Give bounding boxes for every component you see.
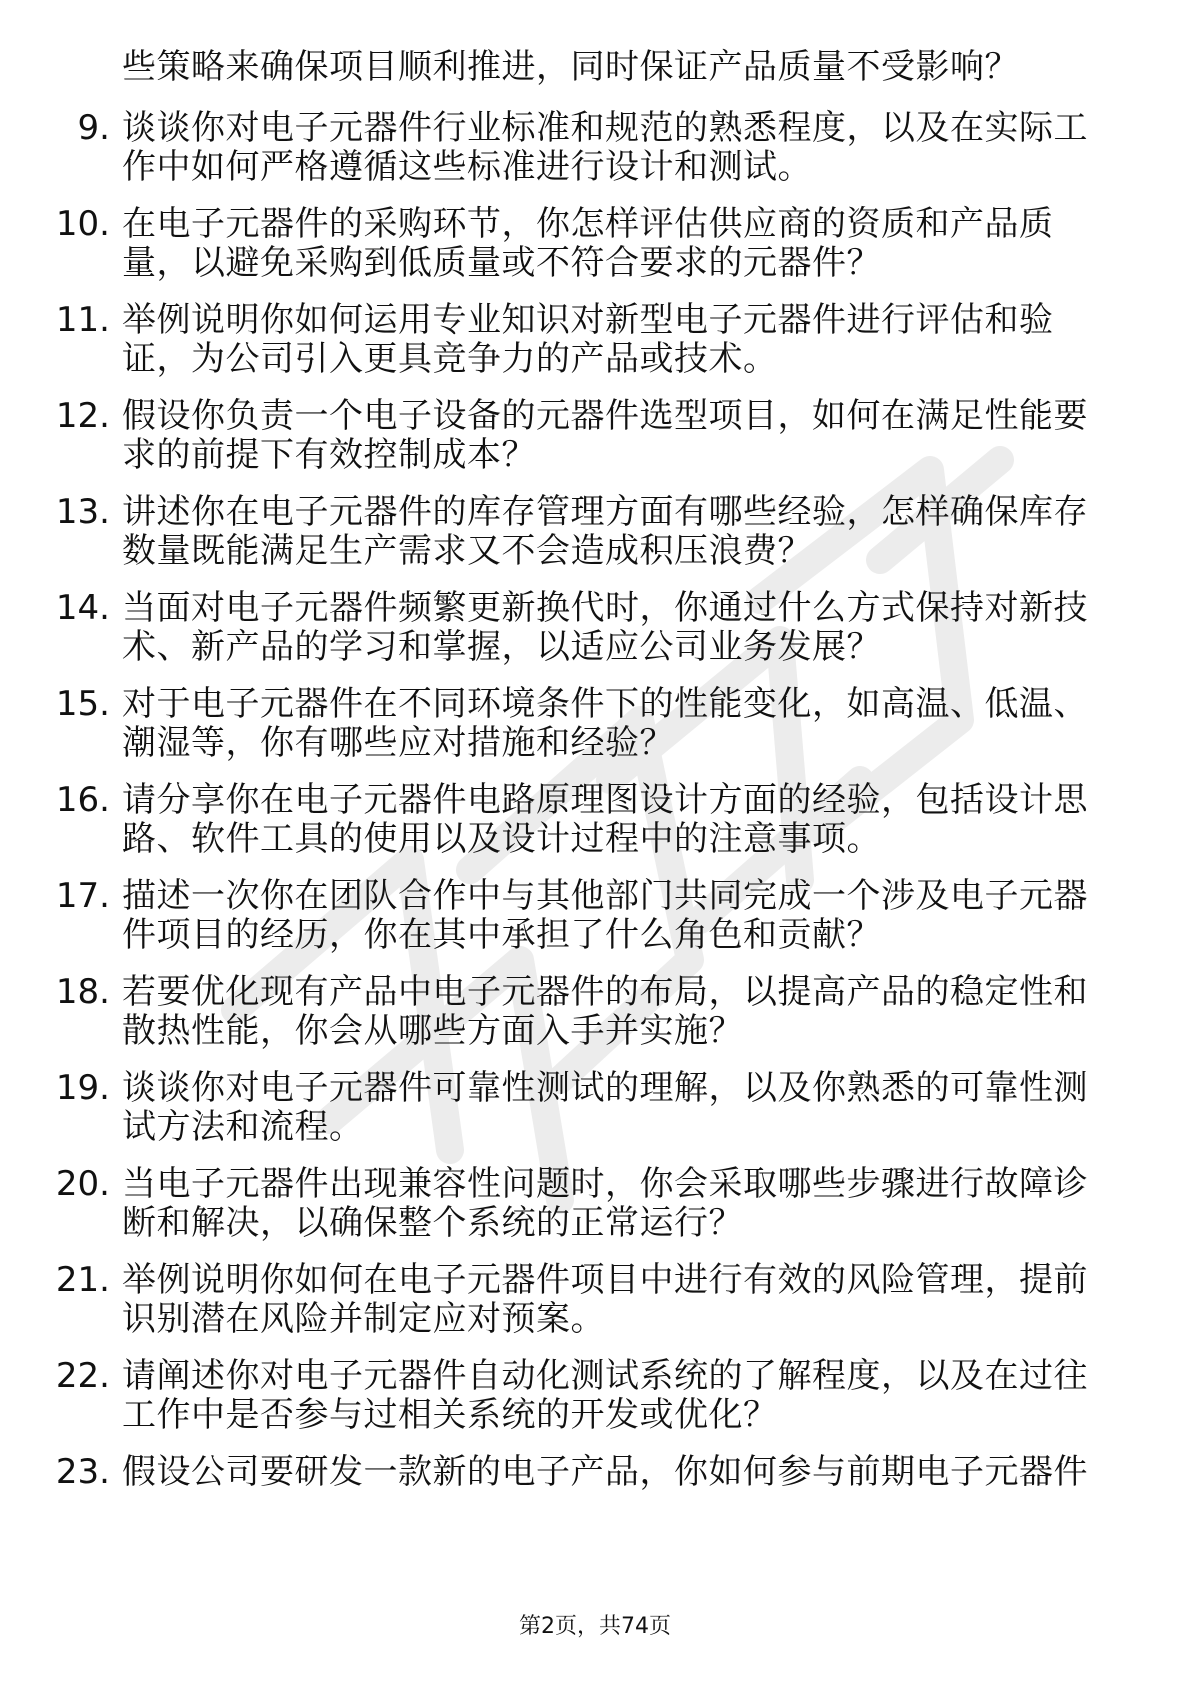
list-item-number: 15. <box>55 684 110 724</box>
list-item-number: 17. <box>55 876 110 916</box>
list-item-text: 举例说明你如何在电子元器件项目中进行有效的风险管理，提前 <box>122 1260 1088 1300</box>
list-item-number: 9. <box>77 108 110 148</box>
list-item-text: 若要优化现有产品中电子元器件的布局，以提高产品的稳定性和 <box>122 972 1088 1012</box>
list-item-text: 术、新产品的学习和掌握，以适应公司业务发展？ <box>122 627 881 667</box>
list-item-text: 工作中是否参与过相关系统的开发或优化？ <box>122 1395 778 1435</box>
list-item-text: 证，为公司引入更具竞争力的产品或技术。 <box>122 339 778 379</box>
list-item-text: 当电子元器件出现兼容性问题时，你会采取哪些步骤进行故障诊 <box>122 1164 1088 1204</box>
list-item-number: 14. <box>55 588 110 628</box>
list-item-number: 21. <box>55 1260 110 1300</box>
list-item-number: 16. <box>55 780 110 820</box>
list-item-text: 求的前提下有效控制成本？ <box>122 435 536 475</box>
list-item-text: 请阐述你对电子元器件自动化测试系统的了解程度，以及在过往 <box>122 1356 1088 1396</box>
list-item-number: 22. <box>55 1356 110 1396</box>
list-item-text: 请分享你在电子元器件电路原理图设计方面的经验，包括设计思 <box>122 780 1088 820</box>
list-item-text: 对于电子元器件在不同环境条件下的性能变化，如高温、低温、 <box>122 684 1088 724</box>
list-item-number: 12. <box>55 396 110 436</box>
list-item-number: 10. <box>55 204 110 244</box>
list-item-text: 数量既能满足生产需求又不会造成积压浪费？ <box>122 531 812 571</box>
page-footer: 第2页，共74页 <box>519 1614 671 1639</box>
list-item-text: 讲述你在电子元器件的库存管理方面有哪些经验，怎样确保库存 <box>122 492 1088 532</box>
list-item-text: 散热性能，你会从哪些方面入手并实施？ <box>122 1011 743 1051</box>
list-item-text: 断和解决，以确保整个系统的正常运行？ <box>122 1203 743 1243</box>
list-item-number: 20. <box>55 1164 110 1204</box>
list-item-text: 潮湿等，你有哪些应对措施和经验？ <box>122 723 674 763</box>
list-item-text: 当面对电子元器件频繁更新换代时，你通过什么方式保持对新技 <box>122 588 1088 628</box>
list-item-text: 谈谈你对电子元器件可靠性测试的理解，以及你熟悉的可靠性测 <box>122 1068 1088 1108</box>
list-item-text: 谈谈你对电子元器件行业标准和规范的熟悉程度，以及在实际工 <box>122 108 1088 148</box>
list-item-text: 件项目的经历，你在其中承担了什么角色和贡献？ <box>122 915 881 955</box>
list-item-text: 试方法和流程。 <box>122 1107 364 1147</box>
list-item-text: 量，以避免采购到低质量或不符合要求的元器件？ <box>122 243 881 283</box>
list-item-text: 识别潜在风险并制定应对预案。 <box>122 1299 605 1339</box>
list-item-text: 描述一次你在团队合作中与其他部门共同完成一个涉及电子元器 <box>122 876 1088 916</box>
list-item-number: 23. <box>55 1452 110 1492</box>
list-item-text: 在电子元器件的采购环节，你怎样评估供应商的资质和产品质 <box>122 204 1054 244</box>
list-item-text: 作中如何严格遵循这些标准进行设计和测试。 <box>122 147 812 187</box>
list-item-text: 假设你负责一个电子设备的元器件选型项目，如何在满足性能要 <box>122 396 1088 436</box>
list-item-text: 举例说明你如何运用专业知识对新型电子元器件进行评估和验 <box>122 300 1054 340</box>
continuation-text: 些策略来确保项目顺利推进，同时保证产品质量不受影响？ <box>122 47 1019 87</box>
list-item-number: 13. <box>55 492 110 532</box>
list-item-text: 路、软件工具的使用以及设计过程中的注意事项。 <box>122 819 881 859</box>
list-item-text: 假设公司要研发一款新的电子产品，你如何参与前期电子元器件 <box>122 1452 1088 1492</box>
list-item-number: 18. <box>55 972 110 1012</box>
list-item-number: 11. <box>55 300 110 340</box>
list-item-number: 19. <box>55 1068 110 1108</box>
